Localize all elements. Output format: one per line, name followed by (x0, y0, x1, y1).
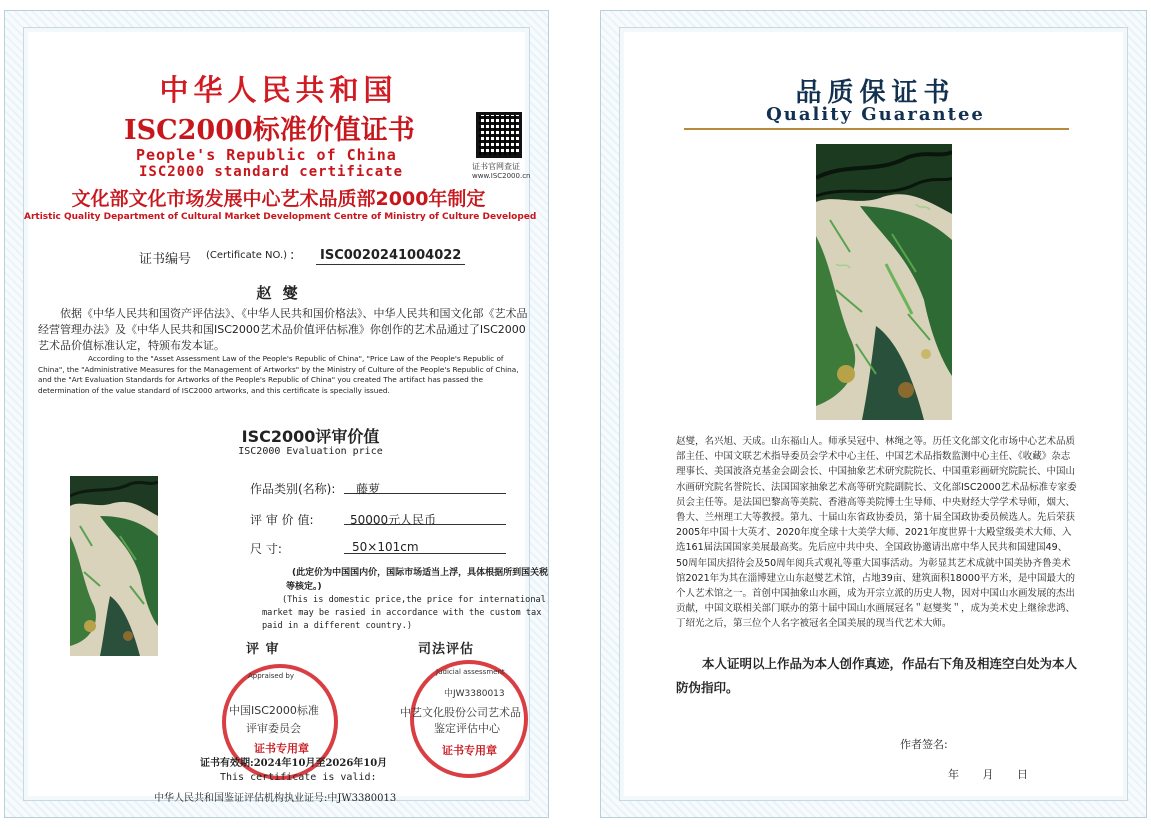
cert-number-value: ISC0020241004022 (316, 248, 465, 265)
size-value: 50×101cm (352, 540, 419, 554)
judicial-seal-arc: 证书专用章 (442, 744, 497, 757)
certificate-title: 中华人民共和国 (159, 73, 398, 107)
size-label: 尺 寸: (250, 542, 282, 556)
validity-period-en: This certificate is valid: (220, 772, 377, 783)
cert-number-colon: : (290, 248, 295, 263)
cert-number-label: 证书编号 (139, 252, 192, 267)
review-seal-line2: 评审委员会 (246, 722, 301, 735)
artwork-category-label: 作品类别(名称): (250, 482, 336, 496)
certificate-sheet (4, 10, 549, 818)
guarantee-title: 品质保证书 (795, 78, 956, 108)
review-label: 评 审 (246, 642, 280, 657)
guarantee-title-en: Quality Guarantee (766, 104, 985, 125)
guarantee-body (619, 27, 1128, 801)
artist-biography: 赵燮，名兴旭、天成。山东福山人。师承吴冠中、林绳之等。历任文化部文化市场中心艺术品质部主任、中国文联艺术指导委员会学术中心主任、中国艺术品指数监测中心主任、《收藏》杂志理事长、美国波洛克基金会副会长、中国抽象艺术研究院院长、中国重彩画研究院院长、中国山水画研究院名誉院长、法国国家抽象艺术高等研究院副院长、文化部ISC2000艺术品标准专家委员会主任等。是法国巴黎高等美院、香港高等美院博士生导师、中央财经大学学术导师，烟大、鲁大、兰州理工大等教授。第九、十届山东省政协委员，第十届全国政协委员候选人。先后荣获2005年中国十大英才、2020年度全球十大美学大师、2021年度世界十大殿堂级美术大师、入选161届法国国家美展最高奖。先后应中共中央、全国政协邀请出席中华人民共和国建国49、50周年国庆招待会及50周年阅兵式观礼等重大国事活动。为彰显其艺术成就中国美协齐鲁美术馆2021年为其在淄博建立山东赵燮艺术馆，占地39亩、建筑面积18000平方米，是中国最大的个人艺术馆之一。首创中国抽象山水画，成为开宗立派的历史人物，因对中国山水画发展的杰出贡献，中国文联相关部门联办的第十届中国山水画展冠名＂赵燮奖＂，成为美术史上继徐悲鸿、丁绍光之后，第三位个人名字被冠名全国美展的现当代艺术大师。 (676, 436, 1077, 630)
price-note-en: (This is domestic price,the price for international market may be rasied in accordance with the custom tax paid in a different country.) (262, 595, 546, 631)
certificate-title-en: People's Republic of China (136, 146, 397, 164)
qr-url: www.ISC2000.cn (472, 172, 531, 180)
certificate-subtitle-en: ISC2000 standard certificate (139, 164, 404, 180)
artwork-category-value: 藤萝 (356, 482, 381, 496)
judicial-seal-code: 中JW3380013 (444, 689, 505, 699)
evaluation-value-label: 评 审 价 值: (250, 513, 314, 527)
judicial-label: 司法评估 (418, 642, 475, 657)
review-seal-arc: 证书专用章 (254, 742, 309, 755)
qr-code-icon (476, 112, 522, 158)
artwork-image (816, 144, 952, 420)
certificate-statement-en: According to the "Asset Assessment Law of the People's Republic of China", "Price Law of the People's Republic of China", the "Administrative Measures for the Management of Artworks" by the Ministry of Culture of the People's Republic of China, and the "Art Evaluation Standards for Artworks of the People's Republic of China" you created The artifact has passed the determination of the value standard of ISC2000 artworks, and this certificate is specially issued. (38, 354, 519, 395)
evaluation-title: ISC2000评审价值 (241, 427, 380, 446)
evaluation-subtitle: ISC2000 Evaluation price (238, 446, 383, 457)
signature-date: 年 月 日 (948, 768, 1028, 781)
artist-name: 赵 燮 (256, 284, 301, 302)
review-seal-line1: 中国ISC2000标准 (229, 704, 319, 717)
certificate-body (23, 27, 549, 804)
title-divider (684, 128, 1069, 130)
guarantee-sheet (600, 10, 1147, 818)
price-note-cn: (此定价为中国国内价，国际市场适当上浮，具体根据所到国关税等核定。) (286, 568, 549, 592)
certificate-statement-cn: 依据《中华人民共和国资产评估法》、《中华人民共和国价格法》、中华人民共和国文化部《艺术品经营管理办法》及《中华人民共和国ISC2000艺术品价值评估标准》你创作的艺术品通过了ISC2000艺术品价值标准认定，特颁布发本证。 (38, 307, 528, 352)
license-number: 中华人民共和国鉴证评估机构执业证号:中JW3380013 (154, 793, 397, 804)
evaluation-value: 50000元人民币 (350, 513, 437, 527)
department-title-en: Artistic Quality Department of Cultural Market Development Centre of Ministry of Culture Developed (24, 212, 537, 222)
cert-number-label-en: (Certificate NO.) (206, 250, 288, 261)
judicial-seal-line2: 鉴定评估中心 (434, 722, 500, 735)
department-title: 文化部文化市场发展中心艺术品质部2000年制定 (71, 188, 486, 210)
certificate-subtitle: ISC2000标准价值证书 (124, 115, 415, 146)
judicial-seal-en: Judicial assessment (436, 668, 505, 676)
qr-caption: 证书官网查证 (472, 162, 520, 171)
validity-period: 证书有效期:2024年10月至2026年10月 (200, 758, 388, 769)
author-signature-label: 作者签名: (900, 738, 948, 751)
review-seal-en: Appraised by (248, 672, 294, 680)
artwork-thumbnail (70, 476, 158, 656)
judicial-seal-line1: 中艺文化股份公司艺术品 (400, 706, 521, 719)
authenticity-declaration: 本人证明以上作品为本人创作真迹，作品右下角及相连空白处为本人防伪指印。 (676, 656, 1078, 695)
